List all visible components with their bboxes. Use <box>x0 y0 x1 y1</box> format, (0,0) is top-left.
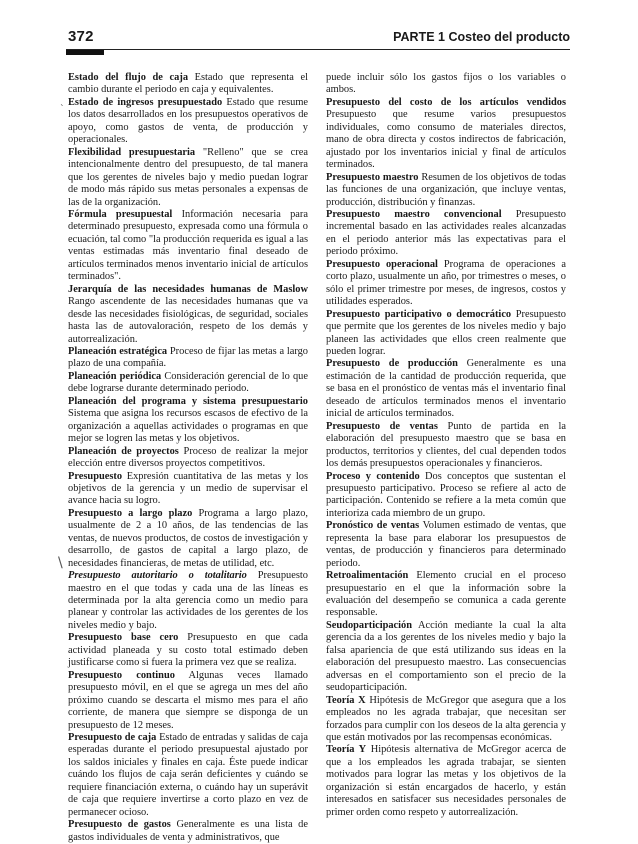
glossary-definition: Generalmente es una estimación de la cantidad de producción requerida, que se basa en el pronóstico de ventas más el inventario final deseado de artículos terminados menos el inventario inicial de artículos terminados. <box>326 358 567 420</box>
part-label: PARTE 1 <box>393 30 445 44</box>
page-header <box>0 0 638 60</box>
glossary-definition: Hipótesis de McGregor que asegura que a los empleados no les agrada trabajar, que necesitan ser forzados para cumplir con los deseos de la alta gerencia y que están motivados por las recompensas económicas. <box>326 694 566 744</box>
glossary-entry <box>68 732 308 819</box>
glossary-term: Retroalimentación <box>326 570 409 582</box>
header-rule <box>66 49 570 50</box>
glossary-definition: Generalmente es una lista de gastos individuales de venta y administrativos, que <box>68 819 308 843</box>
glossary-term: Presupuesto de caja <box>68 732 157 744</box>
glossary-definition: Información necesaria para determinado presupuesto, expresada como una fórmula o ecuación, tal como "la producción requerida es igual a las ventas estimadas más inventario final deseado de artículos terminados menos inventario inicial de artículos terminados". <box>68 208 308 283</box>
glossary-entry <box>68 209 308 284</box>
glossary-definition: Sistema que asigna los recursos escasos de efectivo de la organización a aquellas actividades o programas en que mejor se logren las metas y los objetivos. <box>68 408 308 445</box>
glossary-entry <box>68 396 308 446</box>
glossary-definition: Consideración gerencial de lo que debe lograrse durante determinado periodo. <box>68 370 308 395</box>
glossary-entry <box>326 209 566 259</box>
glossary-entry <box>68 97 308 147</box>
glossary-definition: Acción mediante la cual la alta gerencia da a los gerentes de los niveles medio y bajo la falsa apariencia de que está utilizando sus ideas en la elaboración del presupuesto maestro. Las consecuencias adversas en el comportamiento son el precio de la seudoparticipación. <box>326 619 566 694</box>
glossary-term: Planeación periódica <box>68 370 162 382</box>
glossary-term: Flexibilidad presupuestaria <box>68 146 196 158</box>
glossary-entry <box>326 471 566 521</box>
glossary-definition: Presupuesto que resume varios presupuestos individuales, como consumo de materiales directos, mano de obra directa y costos indirectos de fabricación, ajustado por los inventarios inicial y final de artículos terminados. <box>326 109 566 171</box>
glossary-definition: Estado de entradas y salidas de caja esperadas durante el periodo presupuestal ajustado por los saldos iniciales y finales en caja. Éste puede indicar cuándo los flujos de caja serán deficientes y cuándo se requiere financiación externa, o cuándo hay un superávit de caja que requiere invertirse a corto plazo en vez de permanecer ocioso. <box>68 732 309 818</box>
page-number: 372 <box>68 28 94 45</box>
glossary-term: Presupuesto de ventas <box>326 420 438 432</box>
glossary-entry <box>326 259 566 309</box>
glossary-definition: Hipótesis alternativa de McGregor acerca de que a los empleados les agrada trabajar, se sienten motivados para lograr las metas y los objetivos de la organización si están encargados de hacerlo, y están interesados en satisfacer sus necesidades personales de primer orden como respeto y autorrealización. <box>326 744 566 818</box>
glossary-definition: Resumen de los objetivos de todas las funciones de una organización, que incluye ventas, producción, distribución y finanzas. <box>326 171 566 208</box>
glossary-term: Presupuesto participativo o democrático <box>326 308 512 320</box>
glossary-term: Presupuesto maestro <box>326 171 419 183</box>
margin-mark: \ <box>58 555 63 571</box>
glossary-term: Presupuesto de producción <box>326 358 458 370</box>
glossary-term: Estado de ingresos presupuestado <box>68 96 223 108</box>
glossary-term: Planeación de proyectos <box>68 445 179 457</box>
glossary-entry <box>68 72 308 97</box>
glossary-definition: Punto de partida en la elaboración del presupuesto maestro que se basa en productos, territorios y clientes, del cual dependen todos los demás presupuestos operacionales y financieros. <box>326 420 566 470</box>
glossary-definition: Presupuesto que permite que los gerentes de los niveles medio y bajo planeen las actividades que ellos creen realmente que pueden lograr. <box>326 308 566 357</box>
glossary-term: Presupuesto a largo plazo <box>68 507 193 519</box>
running-head <box>393 30 570 44</box>
glossary-entry <box>68 147 308 209</box>
glossary-term: Proceso y contenido <box>326 470 420 482</box>
glossary-definition: Proceso de fijar las metas a largo plazo de una compañía. <box>68 345 308 370</box>
glossary-definition: "Relleno" que se crea intencionalmente dentro del presupuesto, de tal manera que los gerentes de niveles bajo y medio puedan lograr de modo más rápido sus metas personales a expensas de las de la organización. <box>68 146 308 208</box>
glossary-entry <box>326 72 566 97</box>
glossary-definition: Presupuesto en que cada actividad planeada y su costo total estimado deben justificarse como si fuera la primera vez que se realiza. <box>68 632 308 669</box>
glossary-term: Fórmula presupuestal <box>68 208 173 220</box>
glossary-entry <box>326 421 566 471</box>
glossary-entry <box>68 670 308 732</box>
glossary-entry <box>326 520 566 570</box>
part-title: Costeo del producto <box>448 30 570 44</box>
glossary-term: Presupuesto del costo de los artículos vendidos <box>326 96 566 108</box>
glossary-entry <box>68 819 308 844</box>
glossary-entry <box>326 620 566 695</box>
glossary-term: Presupuesto operacional <box>326 258 438 270</box>
glossary-term: Teoría X <box>326 694 366 706</box>
header-bar <box>66 50 104 55</box>
glossary-term: Estado del flujo de caja <box>68 72 189 83</box>
glossary-entry <box>326 744 566 819</box>
glossary-term: Presupuesto continuo <box>68 669 175 681</box>
glossary-term: Presupuesto maestro convencional <box>326 208 502 220</box>
glossary-definition: Elemento crucial en el proceso presupuestario en el que la información sobre la evaluación del desempeño se comunica a cada gerente responsable. <box>326 570 566 619</box>
left-column <box>68 72 308 844</box>
glossary-definition: Algunas veces llamado presupuesto móvil, en el que se agrega un mes del año próximo cuando se descarta el mismo mes para el año corriente, de manera que siempre se disponga de un presupuesto de 12 meses. <box>68 669 309 731</box>
glossary-entry <box>68 346 308 371</box>
glossary-term: Planeación del programa y sistema presupuestario <box>68 395 308 407</box>
glossary-entry <box>68 508 308 570</box>
glossary-term: Presupuesto <box>68 470 123 482</box>
glossary-term: Presupuesto base cero <box>68 632 179 644</box>
glossary-entry <box>326 358 566 420</box>
glossary-definition: Presupuesto maestro en el que todas y cada una de las líneas es determinada por la alta gerencia como un medio para planear y controlar las actividades de los gerentes de los niveles medio y bajo. <box>68 570 308 631</box>
glossary-term: Pronóstico de ventas <box>326 520 420 532</box>
glossary-definition: Estado que resume los datos desarrollados en los presupuestos operativos de apoyo, como gastos de venta, de producción y operacionales. <box>68 96 309 146</box>
glossary-entry <box>326 695 566 745</box>
right-column <box>326 72 566 819</box>
glossary-entry <box>68 471 308 508</box>
glossary-entry <box>68 284 308 346</box>
glossary-term: Jerarquía de las necesidades humanas de Maslow <box>68 283 308 295</box>
glossary-entry <box>326 309 566 359</box>
glossary-term: Planeación estratégica <box>68 345 168 357</box>
glossary-definition: Proceso de realizar la mejor elección entre diversos proyectos competitivos. <box>68 445 308 470</box>
glossary-entry <box>68 632 308 669</box>
glossary-definition: Programa de operaciones a corto plazo, usualmente un año, por trimestres o meses, o sólo el primer trimestre por meses, de ingresos, costos y utilidades esperados. <box>326 258 566 308</box>
glossary-term: Seudoparticipación <box>326 619 413 631</box>
glossary-entry <box>326 570 566 620</box>
glossary-definition: puede incluir sólo los gastos fijos o los variables o ambos. <box>326 72 566 96</box>
margin-mark: ˎ <box>60 97 65 107</box>
glossary-entry <box>68 570 308 632</box>
glossary-entry <box>68 371 308 396</box>
glossary-definition: Programa a largo plazo, usualmente de 2 a 10 años, de las tendencias de las ventas, de nuevos productos, de costos de investigación y desarrollo, de gastos de capital a largo plazo, de necesidades financieras, de metas de utilidad, etc. <box>68 507 308 569</box>
glossary-definition: Presupuesto incremental basado en las actividades reales alcanzadas en el periodo anterior más las expectativas para el periodo próximo. <box>326 208 566 258</box>
glossary-definition: Volumen estimado de ventas, que representa la base para elaborar los presupuestos de ventas, de producción y financieros para determinado periodo. <box>326 520 566 569</box>
glossary-definition: Dos conceptos que sustentan el presupuesto participativo. Proceso se refiere al acto de participación. Contenido se refiere a la meta común que interioriza cada miembro de un grupo. <box>326 470 566 519</box>
glossary-entry <box>68 446 308 471</box>
glossary-entry <box>326 97 566 172</box>
glossary-definition: Expresión cuantitativa de las metas y los objetivos de la gerencia y un medio de supervisar el avance hacia su logro. <box>68 470 308 507</box>
glossary-term: Presupuesto autoritario o totalitario <box>68 570 247 582</box>
glossary-entry <box>326 172 566 209</box>
glossary-term: Presupuesto de gastos <box>68 819 171 831</box>
glossary-term: Teoría Y <box>326 744 367 756</box>
glossary-definition: Rango ascendente de las necesidades humanas que va desde las necesidades fisiológicas, de seguridad, sociales hasta las de autovaloración, respeto de los demás y autorrealización. <box>68 296 308 345</box>
glossary-definition: Estado que representa el cambio durante el periodo en caja y equivalentes. <box>68 72 308 96</box>
